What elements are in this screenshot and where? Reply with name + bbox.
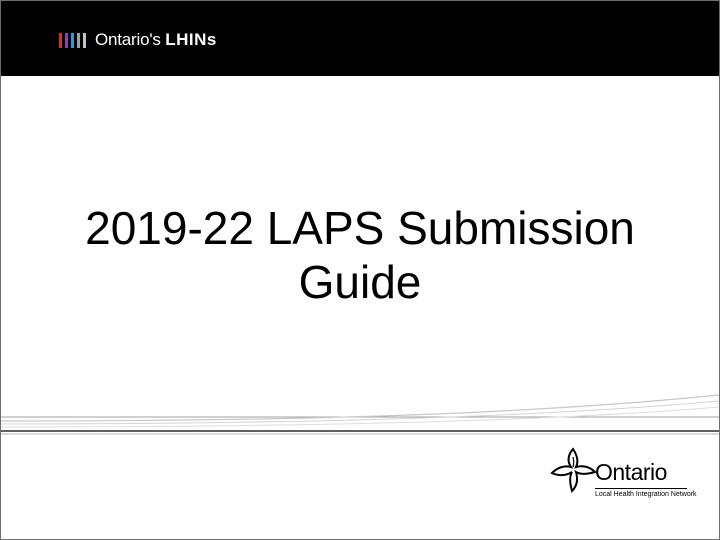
brand-bars-icon bbox=[59, 33, 89, 48]
trillium-icon bbox=[549, 445, 597, 493]
logo-subtitle: Local Health Integration Network bbox=[595, 491, 697, 498]
brand-name-strong: LHINs bbox=[165, 30, 217, 49]
header-band bbox=[1, 1, 719, 76]
brand-bar bbox=[65, 33, 68, 48]
slide-title bbox=[1, 201, 719, 309]
ontario-lhin-logo bbox=[549, 445, 699, 515]
logo-divider bbox=[595, 488, 687, 489]
brand-bar bbox=[71, 33, 74, 48]
slide-title-line-1: 2019-22 LAPS Submission bbox=[85, 202, 635, 254]
decorative-swoosh bbox=[1, 381, 719, 441]
brand-bar bbox=[77, 33, 80, 48]
brand-text bbox=[95, 30, 217, 50]
lhin-brand-logo bbox=[59, 29, 217, 51]
ontario-wordmark: Ontario bbox=[595, 459, 667, 485]
brand-name-prefix: Ontario's bbox=[95, 30, 161, 49]
brand-bar bbox=[83, 33, 86, 48]
brand-bar bbox=[59, 33, 62, 48]
slide-title-line-2: Guide bbox=[298, 256, 422, 308]
